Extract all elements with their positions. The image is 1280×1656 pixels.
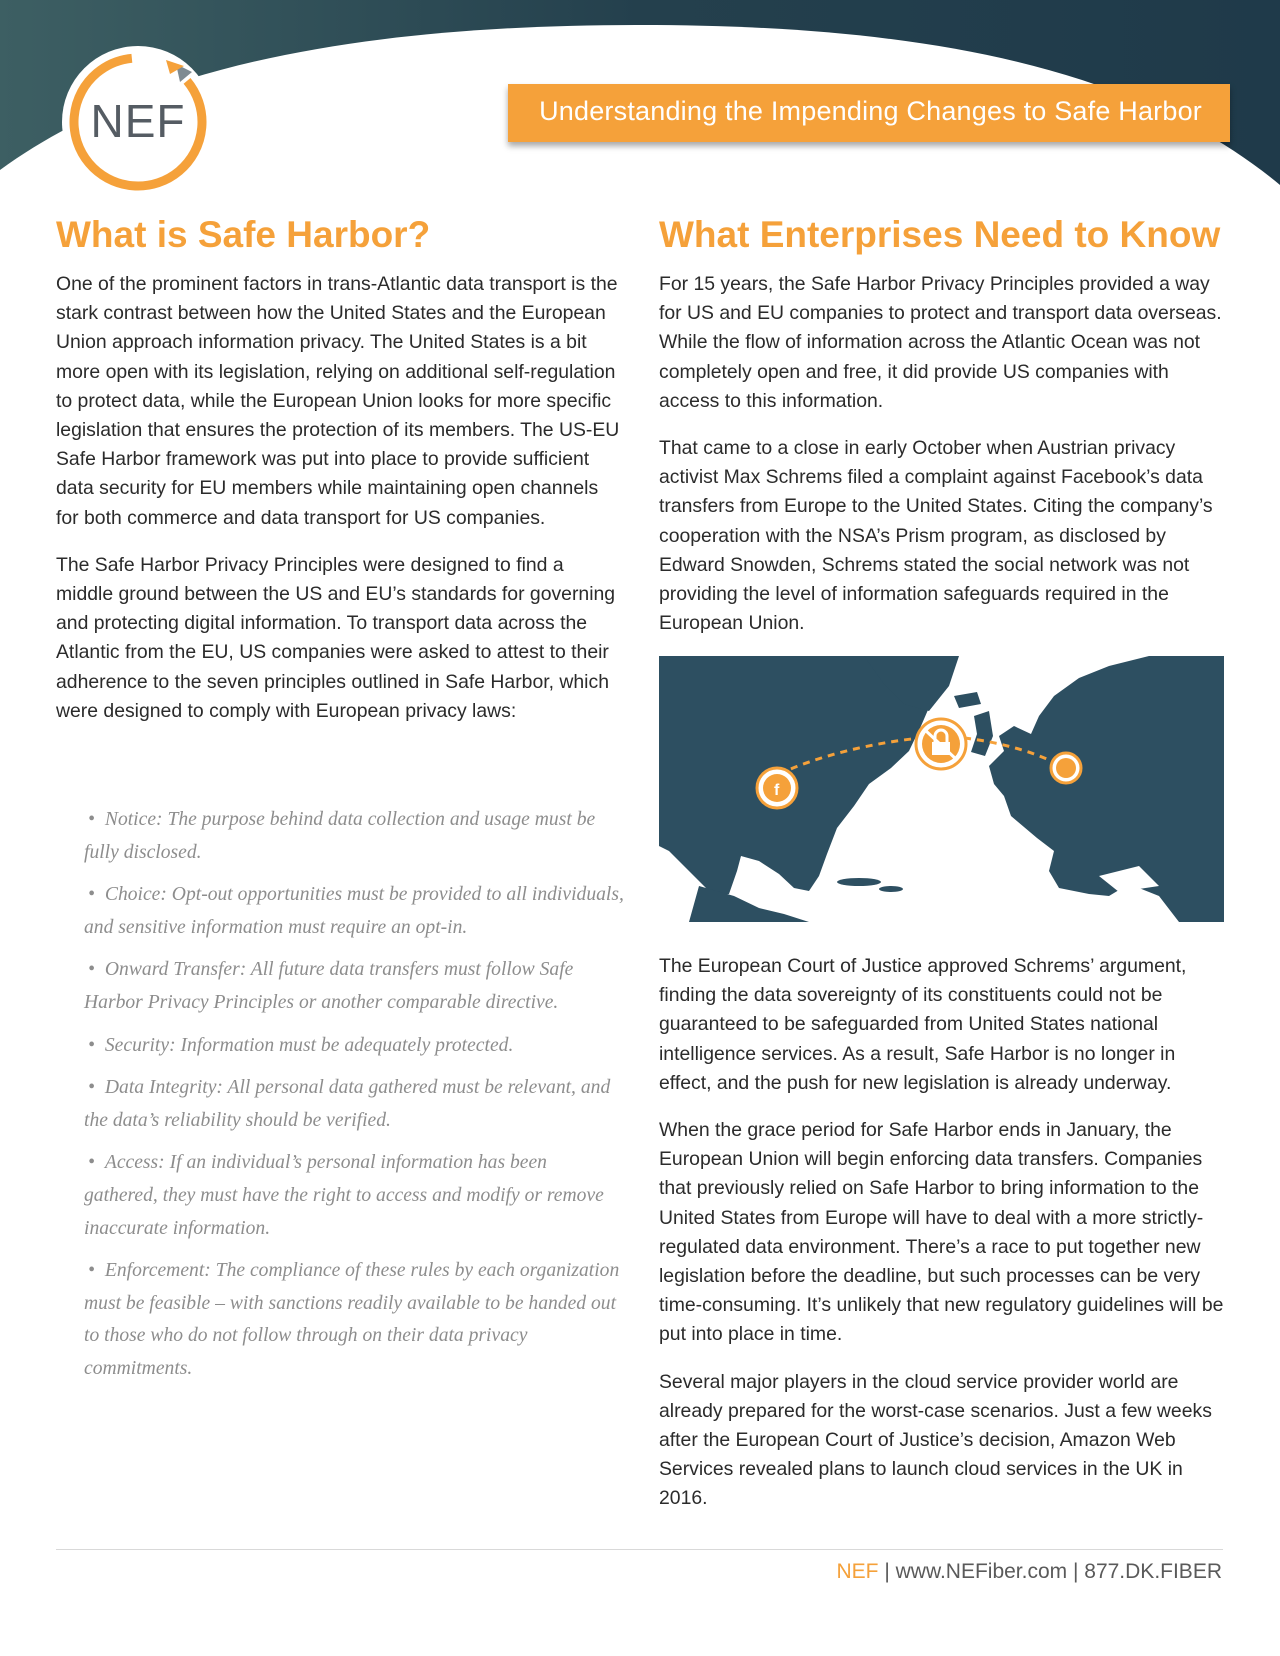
cloud-icon (1051, 753, 1081, 783)
list-item: • Onward Transfer: All future data transfers must follow Safe Harbor Privacy Principles or another comparable directive. (84, 959, 574, 1013)
bullet-icon: • (88, 884, 95, 906)
principles-list (84, 804, 624, 1396)
left-column (56, 270, 626, 744)
right-paragraph-2: That came to a close in early October when Austrian privacy activist Max Schrems filed a complaint against Facebook’s data transfers from Europe to the United States. Citing the company’s cooperation with the NSA’s Prism program, as disclosed by Edward Snowden, Schrems stated the social network was not providing the level of information safeguards required in the European Union. (659, 437, 1213, 635)
left-paragraph-1: One of the prominent factors in trans-Atlantic data transport is the stark contrast between how the United States and the European Union approach information privacy. The United States is a bit more open with its legislation, relying on additional self-regulation to protect data, while the European Union looks for more specific legislation that ensures the protection of its members. The US-EU Safe Harbor framework was put into place to provide sufficient data security for EU members while maintaining open channels for both commerce and data transport for US companies. (56, 273, 620, 529)
bullet-icon: • (88, 1077, 95, 1099)
list-item: • Access: If an individual’s personal information has been gathered, they must have the right to access and modify or remove inaccurate information. (84, 1152, 604, 1239)
nef-logo (58, 42, 218, 202)
list-item: • Security: Information must be adequately protected. (88, 1034, 514, 1056)
right-paragraph-5: Several major players in the cloud service provider world are already prepared for the worst-case scenarios. Just a few weeks after the European Court of Justice’s decision, Amazon Web Services revealed plans to launch cloud services in the UK in 2016. (659, 1370, 1212, 1510)
right-paragraph-3: The European Court of Justice approved Schrems’ argument, finding the data sovereignty of its constituents could not be guaranteed to be safeguarded from United States national intelligence services. As a result, Safe Harbor is no longer in effect, and the push for new legislation is already underway. (659, 955, 1187, 1094)
list-item: • Notice: The purpose behind data collection and usage must be fully disclosed. (84, 809, 596, 863)
footer-brand: NEF (836, 1560, 879, 1583)
footer (836, 1560, 1222, 1584)
list-item: • Choice: Opt-out opportunities must be provided to all individuals, and sensitive information must require an opt-in. (84, 884, 624, 938)
title-banner (508, 84, 1230, 142)
footer-divider (56, 1549, 1223, 1550)
right-heading: What Enterprises Need to Know (659, 214, 1221, 255)
left-heading: What is Safe Harbor? (56, 214, 431, 255)
cloud-facebook-icon (757, 768, 797, 808)
transatlantic-map (659, 656, 1224, 922)
right-column-top (659, 270, 1224, 656)
footer-contact: | www.NEFiber.com | 877.DK.FIBER (878, 1560, 1222, 1583)
list-item: • Enforcement: The compliance of these rules by each organization must be feasible – with sanctions readily available to be handed out to those who do not follow through on their data privacy commitments. (84, 1260, 620, 1379)
list-item: • Data Integrity: All personal data gathered must be relevant, and the data’s reliability should be verified. (84, 1077, 611, 1131)
banner-title: Understanding the Impending Changes to Safe Harbor (539, 96, 1202, 126)
left-paragraph-2: The Safe Harbor Privacy Principles were designed to find a middle ground between the US and EU’s standards for governing and protecting digital information. To transport data across the Atlantic from the EU, US companies were asked to attest to their adherence to the seven principles outlined in Safe Harbor, which were designed to comply with European privacy laws: (56, 553, 616, 722)
right-paragraph-4: When the grace period for Safe Harbor ends in January, the European Union will begin enforcing data transfers. Companies that previously relied on Safe Harbor to bring information to the United States from Europe will have to deal with a more strictly-regulated data environment. There’s a race to put together new legislation before the deadline, but such processes can be very time-consuming. It’s unlikely that new regulatory guidelines will be put into place in time. (659, 1119, 1224, 1346)
bullet-icon: • (88, 1152, 95, 1174)
lock-icon (916, 719, 966, 769)
logo-text: NEF (90, 95, 186, 147)
bullet-icon: • (88, 1260, 95, 1282)
bullet-icon: • (88, 959, 95, 981)
right-column-bottom (659, 952, 1224, 1532)
bullet-icon: • (88, 1034, 95, 1056)
bullet-icon: • (88, 809, 95, 830)
right-paragraph-1: For 15 years, the Safe Harbor Privacy Principles provided a way for US and EU companies to protect and transport data overseas. While the flow of information across the Atlantic Ocean was not completely open and free, it did provide US companies with access to this information. (659, 273, 1222, 412)
svg-text:f: f (774, 782, 780, 799)
